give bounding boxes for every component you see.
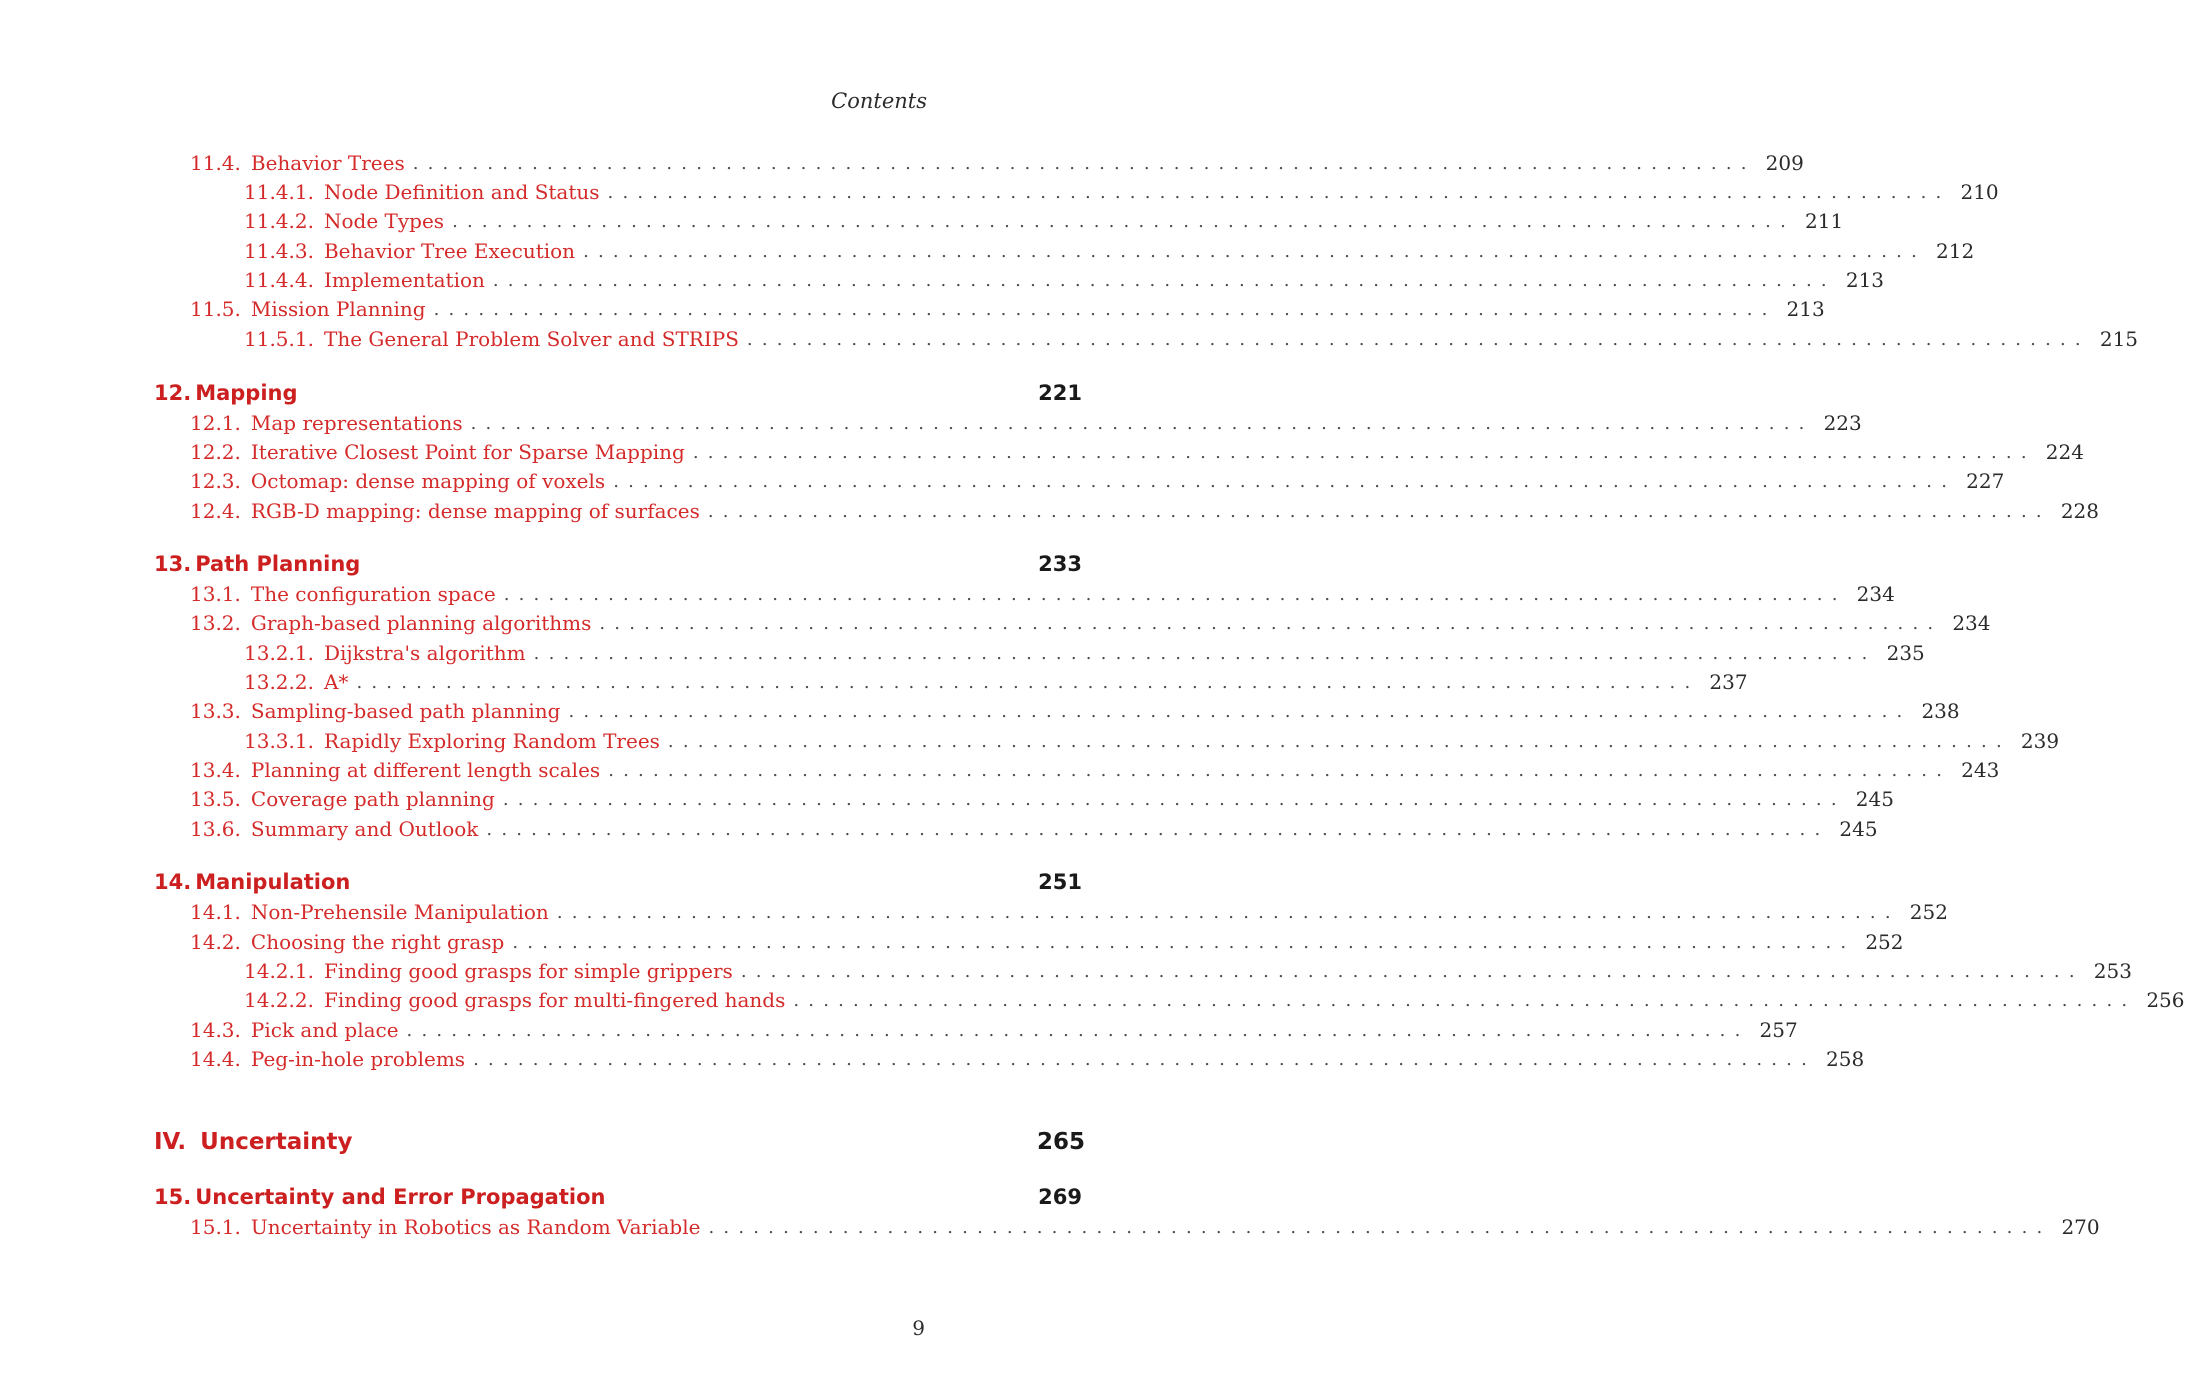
toc-entry[interactable] xyxy=(0,638,1925,668)
toc-entry-number: 15.1. xyxy=(190,1215,241,1239)
dot-leader: .......................................................................................... xyxy=(793,989,2137,1011)
toc-entry-page: 228 xyxy=(2060,499,2099,523)
toc-entry-number: IV. xyxy=(154,1129,187,1155)
toc-entry-title: Implementation xyxy=(323,268,485,292)
toc-entry-page: 234 xyxy=(1856,582,1895,606)
toc-entry-page: 209 xyxy=(1765,151,1804,175)
toc-entry-page: 234 xyxy=(1952,611,1991,635)
dot-leader: .......................................................................................... xyxy=(607,181,1951,203)
toc-entry[interactable] xyxy=(0,437,2084,467)
toc-entry-title: Coverage path planning xyxy=(250,787,495,811)
toc-entry-page: 243 xyxy=(1961,758,2000,782)
toc-entry-title: Behavior Tree Execution xyxy=(323,239,576,263)
dot-leader: .......................................................................................... xyxy=(512,931,1856,953)
toc-entry-page: 227 xyxy=(1966,469,2005,493)
toc-entry-title: Non-Prehensile Manipulation xyxy=(250,900,549,924)
toc-entry-number: 14.3. xyxy=(190,1018,241,1042)
toc-entry-number: 13.2.1. xyxy=(244,641,314,665)
toc-entry[interactable] xyxy=(0,1015,1798,1045)
toc-entry-title: A* xyxy=(323,670,349,694)
toc-entry[interactable] xyxy=(0,985,2185,1015)
toc-entry[interactable] xyxy=(0,236,1975,266)
toc-entry-title: Graph-based planning algorithms xyxy=(250,611,592,635)
toc-entry-label[interactable] xyxy=(154,1185,605,1209)
toc-entry[interactable] xyxy=(0,579,1895,609)
dot-leader: .......................................................................................... xyxy=(492,269,1836,291)
toc-entry-label[interactable] xyxy=(154,1129,353,1155)
toc-entry-title: Peg-in-hole problems xyxy=(250,1047,466,1071)
toc-entry-label[interactable] xyxy=(190,900,549,924)
toc-entry-title: Node Definition and Status xyxy=(323,180,600,204)
toc-entry-number: 13.5. xyxy=(190,787,241,811)
toc-entry[interactable] xyxy=(0,1212,2100,1242)
toc-entry-title: The General Problem Solver and STRIPS xyxy=(323,327,739,351)
toc-entry-label[interactable] xyxy=(190,787,495,811)
dot-leader: .......................................................................................... xyxy=(568,700,1912,722)
toc-entry-title: Manipulation xyxy=(195,870,351,894)
dot-leader: .......................................................................................... xyxy=(473,1048,1817,1070)
toc-entry-label[interactable] xyxy=(190,1215,700,1239)
toc-entry-title: Summary and Outlook xyxy=(250,817,479,841)
dot-leader: .......................................................................................... xyxy=(503,583,1847,605)
toc-entry-page: 210 xyxy=(1960,180,1999,204)
toc-entry-number: 12.4. xyxy=(190,499,241,523)
toc-entry-number: 14.4. xyxy=(190,1047,241,1071)
dot-leader: .......................................................................................... xyxy=(692,441,2036,463)
toc-entry-label[interactable] xyxy=(190,817,478,841)
dot-leader: .......................................................................................... xyxy=(608,759,1952,781)
toc-entry-page: 235 xyxy=(1886,641,1925,665)
toc-entry-label[interactable] xyxy=(244,641,526,665)
toc-entry-title: Node Types xyxy=(323,209,445,233)
toc-entry-number: 13.4. xyxy=(190,758,241,782)
toc-entry-title: Dijkstra's algorithm xyxy=(323,641,526,665)
toc-entry-label[interactable] xyxy=(244,239,575,263)
toc-entry-page: 224 xyxy=(2045,440,2084,464)
dot-leader: .......................................................................................... xyxy=(412,152,1756,174)
dot-leader: .......................................................................................... xyxy=(452,210,1796,232)
toc-entry-page: 257 xyxy=(1759,1018,1798,1042)
dot-leader: .......................................................................................... xyxy=(740,960,2084,982)
toc-entry[interactable] xyxy=(0,549,1234,579)
toc-entry-number: 12.3. xyxy=(190,469,241,493)
toc-entry-label[interactable] xyxy=(190,758,600,782)
toc-entry[interactable] xyxy=(0,927,1904,957)
toc-entry-title: Rapidly Exploring Random Trees xyxy=(323,729,660,753)
toc-entry-label[interactable] xyxy=(190,411,463,435)
toc-entry-label[interactable] xyxy=(244,670,348,694)
toc-entry-number: 11.4.4. xyxy=(244,268,314,292)
toc-entry[interactable] xyxy=(0,408,1862,438)
dot-leader: .......................................................................................... xyxy=(433,298,1777,320)
toc-entry-label[interactable] xyxy=(190,297,426,321)
toc-entry-label[interactable] xyxy=(154,552,360,576)
toc-entry-label[interactable] xyxy=(244,180,600,204)
toc-entry-title: Behavior Trees xyxy=(250,151,405,175)
dot-leader: .......................................................................................... xyxy=(356,671,1700,693)
toc-entry-page: 245 xyxy=(1839,817,1878,841)
toc-entry-label[interactable] xyxy=(244,959,733,983)
toc-entry-page: 237 xyxy=(1709,670,1748,694)
toc-entry-title: Path Planning xyxy=(195,552,361,576)
dot-leader: .......................................................................................... xyxy=(406,1019,1750,1041)
toc-entry-title: Uncertainty xyxy=(200,1129,353,1155)
toc-entry-page: 258 xyxy=(1826,1047,1865,1071)
toc-entry[interactable] xyxy=(0,667,1748,697)
toc-entry-page: 215 xyxy=(2099,327,2139,351)
dot-leader: .......................................................................................... xyxy=(613,470,1957,492)
toc-entry-number: 13.1. xyxy=(190,582,241,606)
toc-entry-title: Uncertainty and Error Propagation xyxy=(195,1185,606,1209)
toc-entry-page: 251 xyxy=(1038,870,1082,894)
toc-entry-number: 11.5.1. xyxy=(244,327,314,351)
toc-entry-number: 13. xyxy=(154,552,192,576)
toc-entry[interactable] xyxy=(0,206,1844,236)
toc-entry-title: Uncertainty in Robotics as Random Variable xyxy=(250,1215,701,1239)
toc-entry-title: Finding good grasps for multi-fingered hands xyxy=(323,988,786,1012)
toc-entry[interactable] xyxy=(0,294,1825,324)
toc-entry-label[interactable] xyxy=(244,327,739,351)
toc-entry-title: Finding good grasps for simple grippers xyxy=(323,959,733,983)
toc-entry-title: Iterative Closest Point for Sparse Mapping xyxy=(250,440,685,464)
toc-entry-number: 11.4.1. xyxy=(244,180,314,204)
toc-entry-number: 12. xyxy=(154,381,192,405)
toc-entry-title: Sampling-based path planning xyxy=(250,699,561,723)
toc-entry-page: 252 xyxy=(1865,930,1904,954)
toc-entry-number: 11.4.2. xyxy=(244,209,314,233)
dot-leader: .......................................................................................... xyxy=(533,642,1877,664)
toc-entry[interactable] xyxy=(0,814,1878,844)
toc-entry-page: 221 xyxy=(1038,381,1082,405)
toc-entry-page: 239 xyxy=(2020,729,2060,753)
toc-entry[interactable] xyxy=(0,148,1804,178)
toc-entry[interactable] xyxy=(0,726,2060,756)
toc-entry-number: 14. xyxy=(154,870,192,894)
toc-entry[interactable] xyxy=(0,177,1999,207)
toc-entry-page: 212 xyxy=(1936,239,1975,263)
toc-entry-title: Mapping xyxy=(195,381,298,405)
dot-leader: .......................................................................................... xyxy=(708,1216,2052,1238)
toc-entry[interactable] xyxy=(0,608,1991,638)
toc-entry-label[interactable] xyxy=(190,1018,399,1042)
toc-entry[interactable] xyxy=(0,265,1885,295)
toc-entry-title: Map representations xyxy=(250,411,463,435)
toc-entry-number: 11.4. xyxy=(190,151,241,175)
page-number: 9 xyxy=(912,1316,925,1340)
toc-entry-page: 245 xyxy=(1855,787,1894,811)
toc-entry[interactable] xyxy=(0,1044,1865,1074)
toc-entry-title: RGB-D mapping: dense mapping of surfaces xyxy=(250,499,700,523)
toc-entry-label[interactable] xyxy=(190,611,591,635)
toc-entry-number: 14.2.1. xyxy=(244,959,314,983)
toc-entry-label[interactable] xyxy=(190,930,504,954)
toc-entry[interactable] xyxy=(0,956,2132,986)
toc-entry-title: Octomap: dense mapping of voxels xyxy=(250,469,606,493)
toc-entry[interactable] xyxy=(0,324,2139,354)
toc-entry-number: 11.4.3. xyxy=(244,239,314,263)
toc-entry-number: 13.2.2. xyxy=(244,670,314,694)
toc-entry-number: 11.5. xyxy=(190,297,241,321)
toc-entry-label[interactable] xyxy=(244,988,785,1012)
toc-entry-label[interactable] xyxy=(154,870,350,894)
toc-entry-title: Pick and place xyxy=(250,1018,399,1042)
toc-entry-number: 14.2. xyxy=(190,930,241,954)
toc-entry-page: 270 xyxy=(2061,1215,2100,1239)
toc-entry-page: 256 xyxy=(2146,988,2185,1012)
toc-entry-title: The configuration space xyxy=(250,582,496,606)
toc-entry-page: 269 xyxy=(1038,1185,1082,1209)
toc-entry-page: 265 xyxy=(1037,1129,1086,1155)
toc-entry-label[interactable] xyxy=(190,151,405,175)
toc-entry-title: Planning at different length scales xyxy=(250,758,601,782)
toc-entry-label[interactable] xyxy=(190,440,685,464)
toc-entry[interactable] xyxy=(0,1127,1234,1157)
toc-entry[interactable] xyxy=(0,496,2099,526)
toc-entry-label[interactable] xyxy=(190,469,605,493)
toc-entry-number: 12.1. xyxy=(190,411,241,435)
toc-entry-label[interactable] xyxy=(244,729,660,753)
toc-entry-number: 13.2. xyxy=(190,611,241,635)
dot-leader: .......................................................................................... xyxy=(470,412,1814,434)
toc-entry-page: 211 xyxy=(1805,209,1844,233)
toc-entry-page: 252 xyxy=(1909,900,1948,924)
toc-entry-label[interactable] xyxy=(244,209,444,233)
toc-entry-number: 12.2. xyxy=(190,440,241,464)
toc-entry-page: 238 xyxy=(1921,699,1960,723)
dot-leader: .......................................................................................... xyxy=(556,901,1900,923)
toc-entry-page: 223 xyxy=(1823,411,1862,435)
toc-entry-label[interactable] xyxy=(244,268,485,292)
toc-entry-label[interactable] xyxy=(190,1047,465,1071)
toc-entry-number: 14.2.2. xyxy=(244,988,314,1012)
toc-entry[interactable] xyxy=(0,897,1948,927)
toc-entry-page: 233 xyxy=(1038,552,1082,576)
toc-entry-number: 13.6. xyxy=(190,817,241,841)
toc-entry[interactable] xyxy=(0,755,2000,785)
dot-leader: .......................................................................................... xyxy=(667,730,2011,752)
toc-entry-page: 253 xyxy=(2093,959,2132,983)
toc-entry-label[interactable] xyxy=(190,582,496,606)
dot-leader: .......................................................................................... xyxy=(746,328,2090,350)
dot-leader: .......................................................................................... xyxy=(583,240,1927,262)
toc-entry[interactable] xyxy=(0,784,1894,814)
toc-entry-label[interactable] xyxy=(190,499,700,523)
dot-leader: .......................................................................................... xyxy=(502,788,1846,810)
dot-leader: .......................................................................................... xyxy=(707,500,2051,522)
toc-entry-title: Choosing the right grasp xyxy=(250,930,505,954)
toc-entry-label[interactable] xyxy=(154,381,298,405)
toc-entry-number: 13.3. xyxy=(190,699,241,723)
toc-entry-page: 213 xyxy=(1786,297,1825,321)
dot-leader: .......................................................................................... xyxy=(486,818,1830,840)
toc-entry-page: 213 xyxy=(1845,268,1885,292)
toc-entry-label[interactable] xyxy=(190,699,560,723)
toc-entry-number: 13.3.1. xyxy=(244,729,314,753)
toc-entry[interactable] xyxy=(0,867,1234,897)
toc-entry[interactable] xyxy=(0,1182,1234,1212)
toc-entry-title: Mission Planning xyxy=(250,297,426,321)
dot-leader: .......................................................................................... xyxy=(599,612,1943,634)
toc-entry-number: 14.1. xyxy=(190,900,241,924)
running-head: Contents xyxy=(831,89,927,113)
toc-entry[interactable] xyxy=(0,696,1960,726)
toc-entry[interactable] xyxy=(0,466,2005,496)
toc-entry[interactable] xyxy=(0,378,1234,408)
toc-entry-number: 15. xyxy=(154,1185,192,1209)
